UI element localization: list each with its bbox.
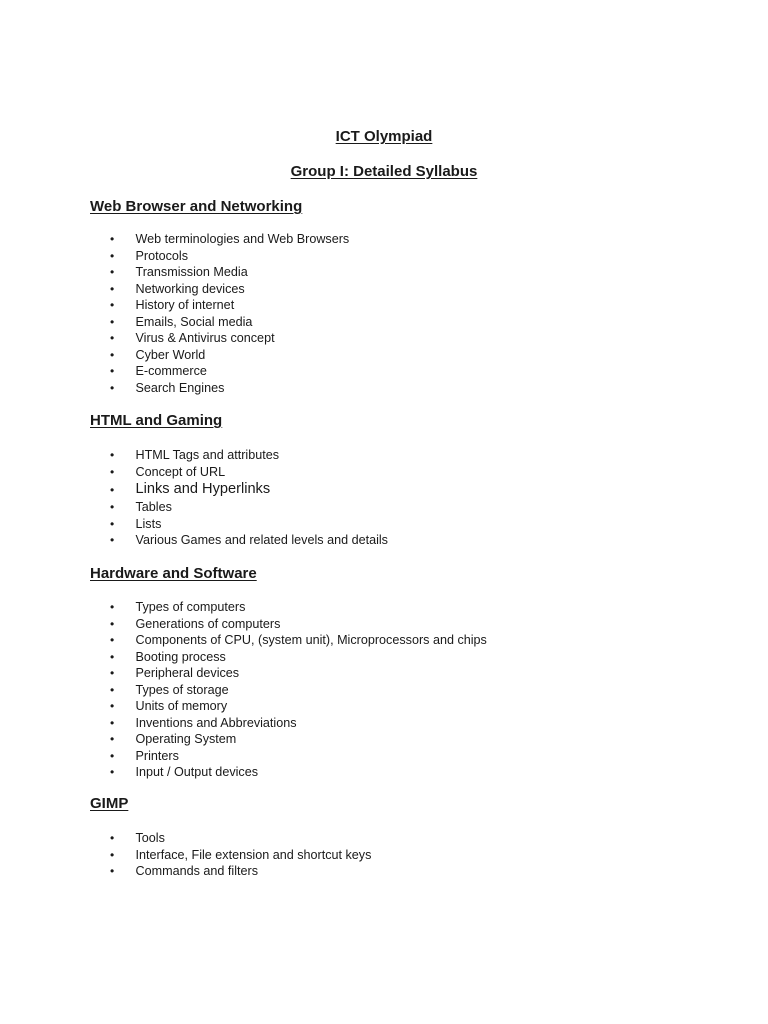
- document-title: ICT Olympiad: [335, 128, 433, 145]
- list-item: • Commands and filters: [110, 863, 371, 880]
- bullet-list-hardware-software: [110, 599, 487, 781]
- list-item: • Search Engines: [110, 380, 349, 397]
- list-item: • Inventions and Abbreviations: [110, 715, 487, 732]
- list-item: • Virus & Antivirus concept: [110, 330, 349, 347]
- list-item: • Transmission Media: [110, 264, 349, 281]
- list-item: • Input / Output devices: [110, 764, 487, 781]
- list-item: • Cyber World: [110, 347, 349, 364]
- list-item: • Emails, Social media: [110, 314, 349, 331]
- list-item: • Peripheral devices: [110, 665, 487, 682]
- bullet-list-html-gaming: [110, 447, 388, 549]
- list-item: • Links and Hyperlinks: [110, 480, 388, 499]
- list-item: • History of internet: [110, 297, 349, 314]
- list-item: • Web terminologies and Web Browsers: [110, 231, 349, 248]
- list-item: • Lists: [110, 516, 388, 533]
- list-item: • Concept of URL: [110, 464, 388, 481]
- list-item: • Protocols: [110, 248, 349, 265]
- list-item: • Booting process: [110, 649, 487, 666]
- list-item: • E-commerce: [110, 363, 349, 380]
- list-item: • Units of memory: [110, 698, 487, 715]
- list-item: • Networking devices: [110, 281, 349, 298]
- list-item: • Printers: [110, 748, 487, 765]
- bullet-list-gimp: [110, 830, 371, 880]
- list-item: • Types of computers: [110, 599, 487, 616]
- list-item: • Types of storage: [110, 682, 487, 699]
- list-item: • Components of CPU, (system unit), Microprocessors and chips: [110, 632, 487, 649]
- list-item: • Various Games and related levels and details: [110, 532, 388, 549]
- list-item: • Tools: [110, 830, 371, 847]
- section-heading-gimp: GIMP: [90, 795, 129, 812]
- list-item: • Operating System: [110, 731, 487, 748]
- section-heading-html-gaming: HTML and Gaming: [90, 412, 223, 429]
- list-item: • Tables: [110, 499, 388, 516]
- section-heading-web-browser-networking: Web Browser and Networking: [90, 198, 303, 215]
- bullet-list-web-browser-networking: [110, 231, 349, 396]
- list-item: • Generations of computers: [110, 616, 487, 633]
- document-subtitle: Group I: Detailed Syllabus: [290, 163, 478, 180]
- section-heading-hardware-software: Hardware and Software: [90, 565, 257, 582]
- list-item: • HTML Tags and attributes: [110, 447, 388, 464]
- list-item: • Interface, File extension and shortcut keys: [110, 847, 371, 864]
